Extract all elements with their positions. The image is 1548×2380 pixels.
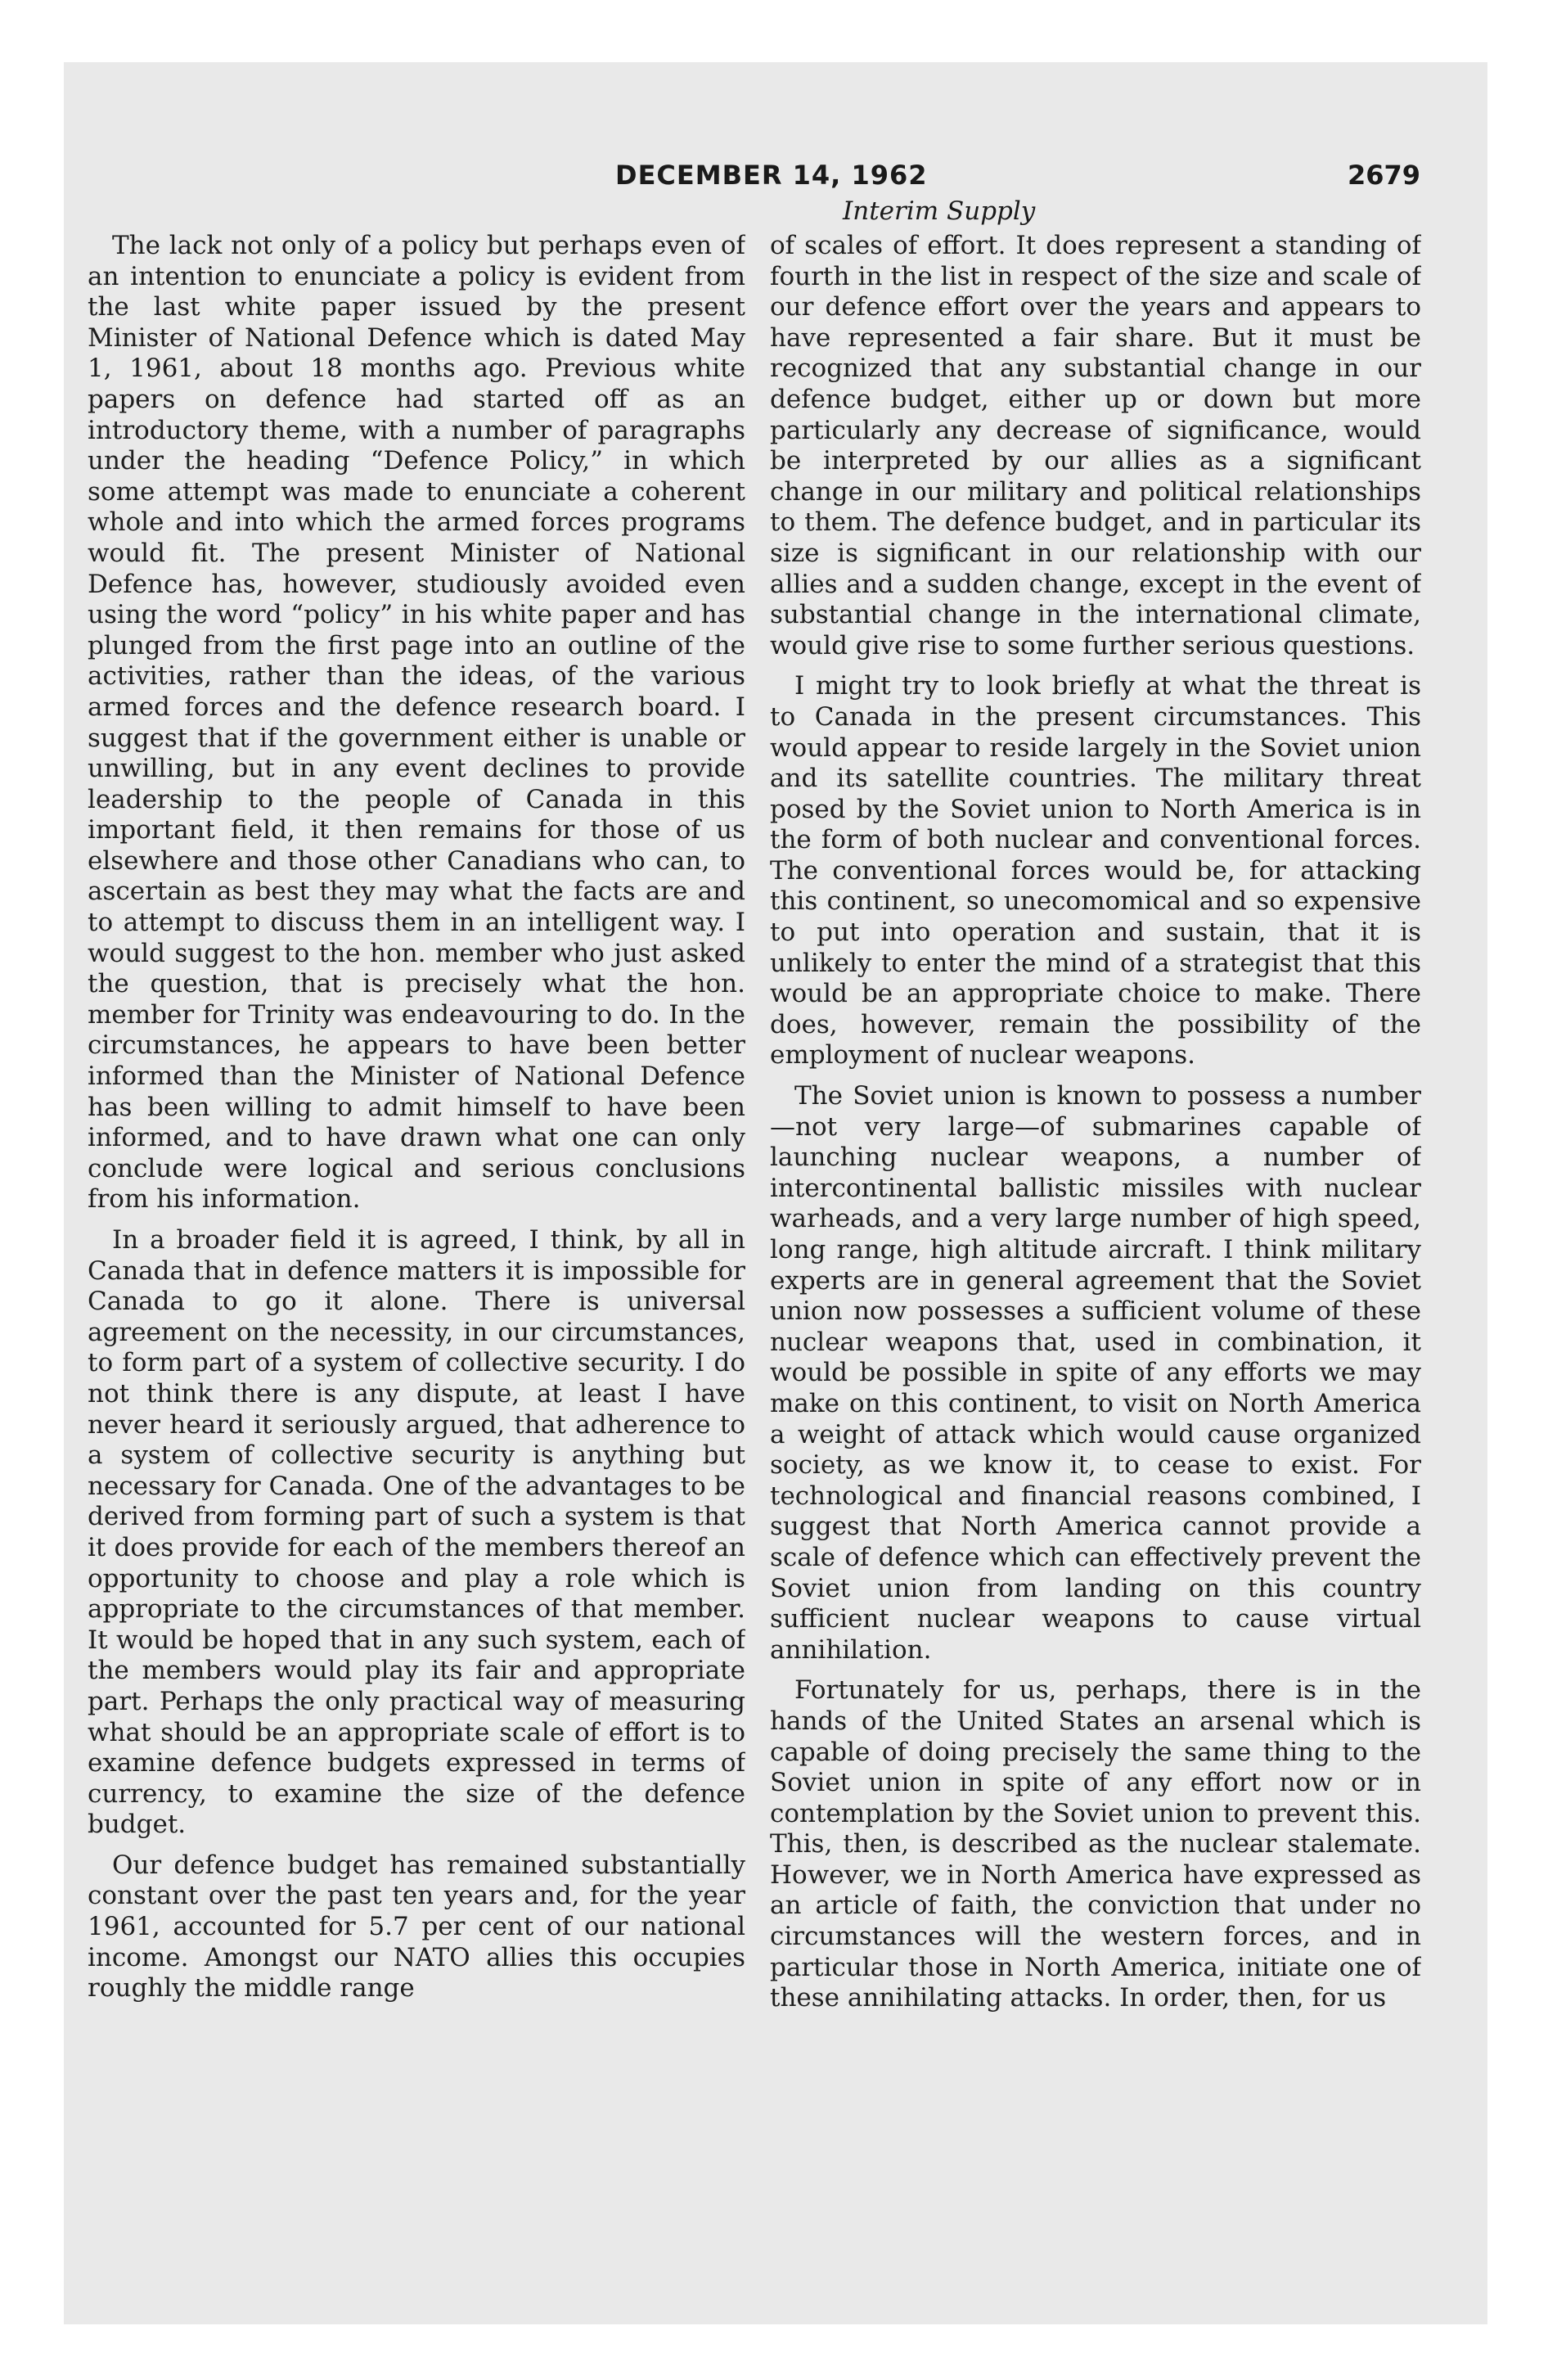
paragraph: In a broader field it is agreed, I think, by all in Canada that in defence matters it is impossible for Canada to go it alone. There is universal agreement on the necessity, in our circumstances, to form part of a system of collective security. I do not think there is any dispute, at least I have never heard it seriously argued, that adherence to a system of collective security is anything but necessary for Canada. One of the advantages to be derived from forming part of such a system is that it does provide for each of the members thereof an opportunity to choose and play a role which is appropriate to the circumstances of that member. It would be hoped that in any such system, each of the members would play its fair and appropriate part. Perhaps the only practical way of measuring what should be an appropriate scale of effort is to examine defence budgets expressed in terms of currency, to examine the size of the defence budget. xyxy=(88,1225,745,1840)
running-head: Interim Supply xyxy=(843,196,1036,226)
paragraph: The lack not only of a policy but perhaps even of an intention to enunciate a policy is evident from the last white paper issued by the present Minister of National Defence which is dated May 1, 1961, about 18 months ago. Previous white papers on defence had started off as an introductory theme, with a number of paragraphs under the heading “Defence Policy,” in which some attempt was made to enunciate a coherent whole and into which the armed forces programs would fit. The present Minister of National Defence has, however, studiously avoided even using the word “policy” in his white paper and has plunged from the first page into an outline of the activities, rather than the ideas, of the various armed forces and the defence research board. I suggest that if the government either is unable or unwilling, but in any event declines to provide leadership to the people of Canada in this important field, it then remains for those of us elsewhere and those other Canadians who can, to ascertain as best they may what the facts are and to attempt to discuss them in an intelligent way. I would suggest to the hon. member who just asked the question, that is precisely what the hon. member for Trinity was endeavouring to do. In the circumstances, he appears to have been better informed than the Minister of National Defence has been willing to admit himself to have been informed, and to have drawn what one can only conclude were logical and serious conclusions from his information. xyxy=(88,231,745,1215)
paragraph: of scales of effort. It does represent a standing of fourth in the list in respect of the size and scale of our defence effort over the years and appears to have represented a fair share. But it must be recognized that any substantial change in our defence budget, either up or down but more particularly any decrease of significance, would be interpreted by our allies as a significant change in our military and political relationships to them. The defence budget, and in particular its size is significant in our relationship with our allies and a sudden change, except in the event of substantial change in the international climate, would give rise to some further serious questions. xyxy=(770,231,1421,660)
paragraph: Fortunately for us, perhaps, there is in the hands of the United States an arsenal which is capable of doing precisely the same thing to the Soviet union in spite of any effort now or in contemplation by the Soviet union to prevent this. This, then, is described as the nuclear stalemate. However, we in North America have expressed as an article of faith, the conviction that under no circumstances will the western forces, and in particular those in North America, initiate one of these annihilating attacks. In order, then, for us xyxy=(770,1675,1421,2013)
page-number: 2679 xyxy=(1348,160,1421,191)
right-column xyxy=(770,231,1421,2211)
paragraph: I might try to look briefly at what the threat is to Canada in the present circumstances. This would appear to reside largely in the Soviet union and its satellite countries. The military threat posed by the Soviet union to North America is in the form of both nuclear and conventional forces. The conventional forces would be, for attacking this continent, so unecomomical and so expensive to put into operation and sustain, that it is unlikely to enter the mind of a strategist that this would be an appropriate choice to make. There does, however, remain the possibility of the employment of nuclear weapons. xyxy=(770,671,1421,1071)
page-header-date: DECEMBER 14, 1962 xyxy=(615,160,928,191)
paragraph: The Soviet union is known to possess a number—not very large—of submarines capable of launching nuclear weapons, a number of intercontinental ballistic missiles with nuclear warheads, and a very large number of high speed, long range, high altitude aircraft. I think military experts are in general agreement that the Soviet union now possesses a sufficient volume of these nuclear weapons that, used in combination, it would be possible in spite of any efforts we may make on this continent, to visit on North America a weight of attack which would cause organized society, as we know it, to cease to exist. For technological and financial reasons combined, I suggest that North America cannot provide a scale of defence which can effectively prevent the Soviet union from landing on this country sufficient nuclear weapons to cause virtual annihilation. xyxy=(770,1081,1421,1665)
paragraph: Our defence budget has remained substantially constant over the past ten years and, for the year 1961, accounted for 5.7 per cent of our national income. Amongst our NATO allies this occupies roughly the middle range xyxy=(88,1850,745,2004)
left-column xyxy=(88,231,745,2211)
